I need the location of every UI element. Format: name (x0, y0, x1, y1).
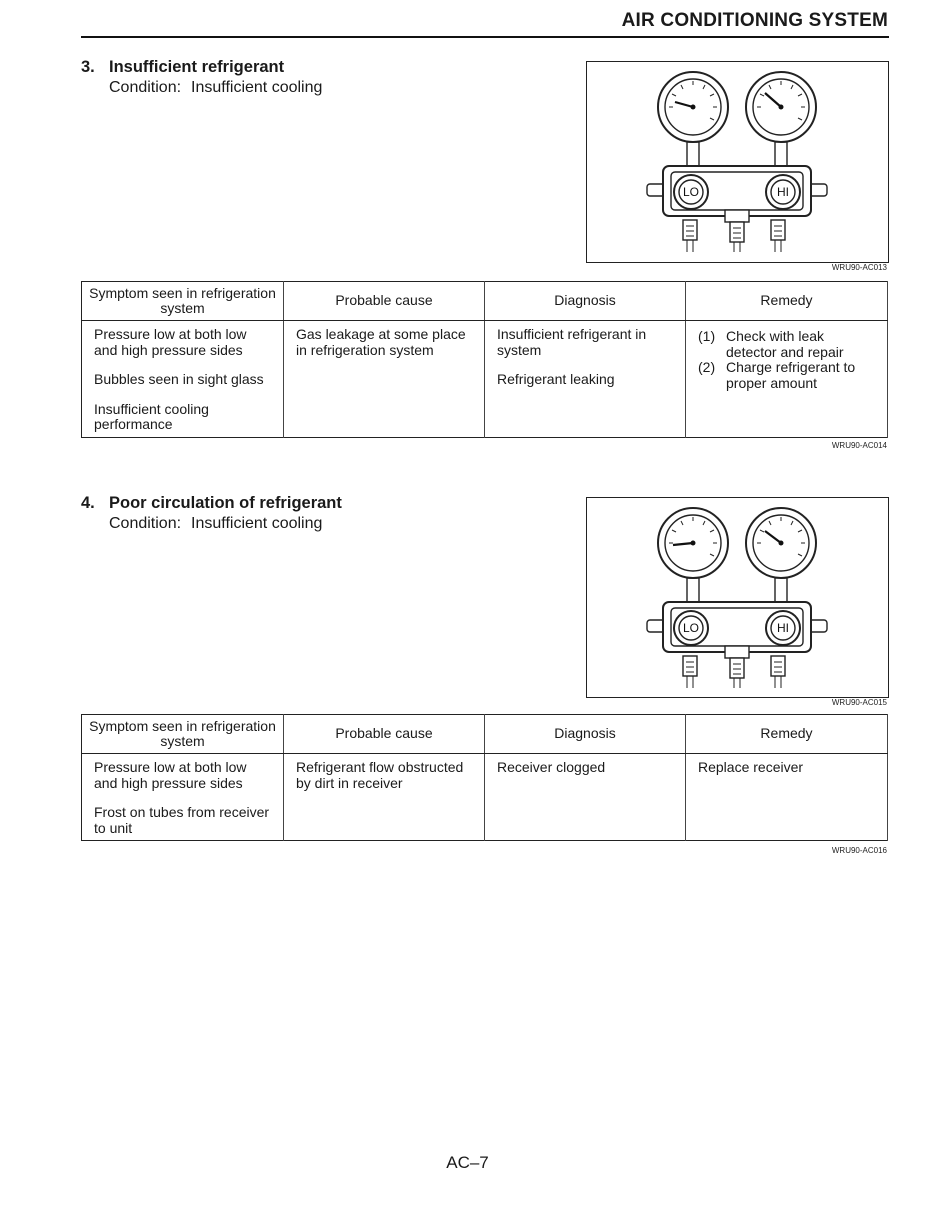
diagnosis-item: Receiver clogged (497, 759, 606, 775)
figure-id-4: WRU90-AC015 (831, 698, 887, 707)
section-4-number: 4. (81, 494, 95, 512)
symptom-cell (82, 754, 284, 841)
condition-label: Condition: (109, 515, 182, 532)
table-row (82, 321, 888, 438)
section-4-condition (109, 515, 322, 533)
symptom-item: Pressure low at both low and high pressure sides (94, 326, 247, 358)
figure-id-3: WRU90-AC013 (831, 263, 887, 272)
remedy-text: Replace receiver (698, 759, 804, 775)
remedy-text: Charge refrigerant to proper amount (726, 359, 856, 391)
symptom-item: Pressure low at both low and high pressure sides (94, 759, 247, 791)
section-3-title: Insufficient refrigerant (109, 58, 285, 76)
header-cause: Probable cause (284, 715, 485, 754)
symptom-item: Insufficient cooling performance (94, 400, 209, 432)
page-number: AC–7 (446, 1153, 489, 1172)
diagnosis-item: Refrigerant leaking (497, 371, 615, 387)
section-4-title: Poor circulation of refrigerant (109, 494, 342, 512)
condition-value: Insufficient cooling (191, 515, 323, 532)
table-id-4: WRU90-AC016 (831, 846, 887, 855)
cause-cell (284, 321, 485, 438)
remedy-item (698, 760, 875, 776)
condition-label: Condition: (109, 79, 182, 96)
cause-item: Refrigerant flow obstructed by dirt in receiver (296, 759, 464, 791)
condition-value: Insufficient cooling (191, 79, 323, 96)
section-3-number: 3. (81, 58, 95, 76)
header-rule (81, 36, 889, 38)
diagnosis-table-3 (81, 281, 888, 438)
symptom-item: Frost on tubes from receiver to unit (94, 804, 270, 836)
cause-item: Gas leakage at some place in refrigeration system (296, 326, 466, 358)
table-row (82, 754, 888, 841)
remedy-item (698, 360, 875, 391)
manifold-gauge-figure-4 (586, 497, 889, 698)
table-header-row (82, 282, 888, 321)
diagnosis-table-4 (81, 714, 888, 841)
remedy-text: Check with leak detector and repair (726, 328, 844, 360)
lo-knob-label: LO (682, 621, 700, 635)
symptom-item: Bubbles seen in sight glass (94, 371, 264, 387)
manifold-gauge-illustration (587, 498, 888, 697)
page-header-title: AIR CONDITIONING SYSTEM (621, 10, 888, 31)
lo-knob-label: LO (682, 185, 700, 199)
header-diagnosis: Diagnosis (485, 282, 686, 321)
section-3-condition (109, 79, 322, 97)
remedy-number: (2) (698, 359, 716, 375)
header-remedy: Remedy (686, 715, 888, 754)
remedy-cell (686, 321, 888, 438)
remedy-cell (686, 754, 888, 841)
diagnosis-item: Insufficient refrigerant in system (497, 326, 647, 358)
header-symptom: Symptom seen in refrigeration system (82, 715, 284, 754)
header-diagnosis: Diagnosis (485, 715, 686, 754)
table-header-row (82, 715, 888, 754)
section-3-heading (81, 58, 284, 77)
remedy-number: (1) (698, 328, 716, 344)
header-symptom: Symptom seen in refrigeration system (82, 282, 284, 321)
cause-cell (284, 754, 485, 841)
hi-knob-label: HI (777, 621, 789, 635)
header-remedy: Remedy (686, 282, 888, 321)
header-cause: Probable cause (284, 282, 485, 321)
section-4-heading (81, 494, 342, 513)
symptom-cell (82, 321, 284, 438)
remedy-item (698, 329, 875, 360)
manifold-gauge-figure-3 (586, 61, 889, 263)
hi-knob-label: HI (777, 185, 789, 199)
diagnosis-cell (485, 754, 686, 841)
diagnosis-cell (485, 321, 686, 438)
manifold-gauge-illustration (587, 62, 888, 262)
table-id-3: WRU90-AC014 (831, 441, 887, 450)
